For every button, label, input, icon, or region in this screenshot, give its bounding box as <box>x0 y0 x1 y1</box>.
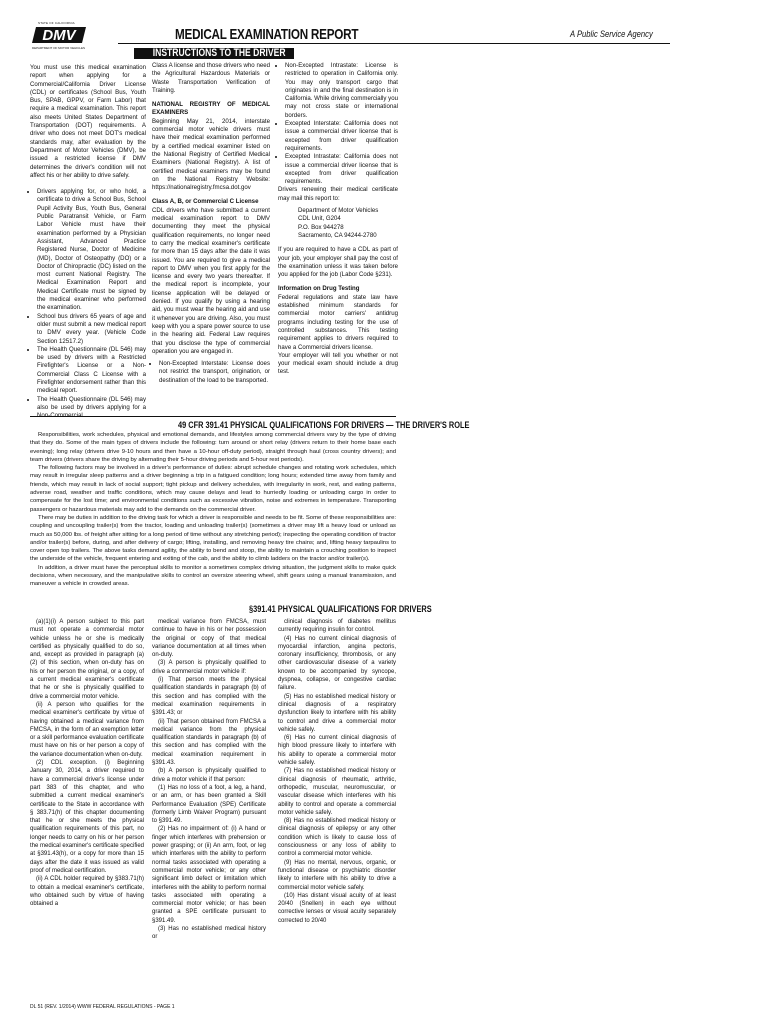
intrastate-bullets <box>278 62 398 186</box>
regulation-column-3 <box>278 618 396 925</box>
drivers-role-body <box>30 431 396 589</box>
instructions-banner: INSTRUCTIONS TO THE DRIVER <box>134 48 294 59</box>
physical-qualifications-heading: §391.41 PHYSICAL QUALIFICATIONS FOR DRIVERS <box>249 604 432 614</box>
dmv-logo <box>32 21 92 53</box>
drug-testing-heading: Information on Drug Testing <box>278 285 360 293</box>
agency-tagline: A Public Service Agency <box>570 29 653 39</box>
address-line: Sacramento, CA 94244-2780 <box>298 231 377 239</box>
exam-cost-text: If you are required to have a CDL as part of your job, your employer shall pay the cost of the examination unless it was taken before you applied for the job (Labor Code §231). <box>278 246 398 279</box>
interstate-bullets <box>152 360 270 385</box>
regulation-paragraph: (6) Has no current clinical diagnosis of high blood pressure likely to interfere with his ability to operate a commercial motor vehicle safely. <box>278 735 396 767</box>
license-class-body: CDL drivers who have submitted a current medical examination report to DMV documenting they meet the physical qualification requirements, no longer need to carry the medical examiner's certificate for more than 15 days after the date it was issued. You are required to give a medical report to DMV when you first apply for the license and every two years thereafter. If the medical report is incomplete, your license application will be delayed or denied. If you qualify by using a hearing aid, you must wear the hearing aid and use it whenever you are driving. Also, you must keep with you a spare power source to use in the hearing aid. Federal Law requires that you disclose the type of commercial operation you are engaged in. <box>152 206 270 355</box>
bullet-item: • The Health Questionnaire (DL 546) may also be used by drivers applying for a Non-Commercial <box>37 396 146 421</box>
regulation-paragraph: (7) Has no established medical history or clinical diagnosis of rheumatic, arthritic, orthopedic, muscular, neuromuscular, or vascular disease which interferes with his ability to control and operate a commercial motor vehicle safely. <box>278 768 396 816</box>
regulation-paragraph: (10) Has distant visual acuity of at least 20/40 (Snellen) in each eye without corrective lenses or visual acuity separately corrected to 20/40 <box>278 892 396 924</box>
svg-text:DMV: DMV <box>42 27 76 44</box>
renewal-text: Drivers renewing their medical certificate may mail this report to: <box>278 186 398 202</box>
instructions-column-1 <box>30 64 146 420</box>
bullet-item: • Non-Excepted Interstate: License does not restrict the transport, origination, or destination of the load to be transported. <box>159 360 270 385</box>
mailing-address <box>278 207 398 240</box>
bullet-item: • School bus drivers 65 years of age and older must submit a new medical report to DMV every year. (Vehicle Code Section 12517.2) <box>37 313 146 346</box>
national-registry-body: Beginning May 21, 2014, interstate commercial motor vehicle drivers must have their medical examination performed by a certified medical examiner listed on the National Registry of Certified Medical Examiners (National Registry). A list of certified medical examiners may be found on the National Registry Website: https://nationalregistry.fmcsa.dot.gov <box>152 117 270 192</box>
header-rule <box>118 43 670 44</box>
regulation-paragraph: (ii) That person obtained from FMCSA a medical variance from the physical qualification standards in paragraph (b) of this section and has complied with the medical examination requirement in §391.43. <box>152 718 266 767</box>
regulation-paragraph: (i) That person meets the physical qualification standards in paragraph (b) of this section and has complied with the medical examination requirements in §391.43; or <box>152 677 266 717</box>
regulation-paragraph: (3) A person is physically qualified to drive a commercial motor vehicle if: <box>152 660 266 675</box>
drug-testing-tail: Your employer will tell you whether or not your medical exam should include a drug test. <box>278 351 398 376</box>
section-rule <box>30 416 396 417</box>
address-line: CDL Unit, G204 <box>298 215 341 223</box>
document-page <box>30 15 760 1015</box>
regulation-paragraph: (a)(1)(i) A person subject to this part must not operate a commercial motor vehicle unless he or she is medically certified as physically qualified to do so, and, except as provided in paragraph (a)(2) of this section, when on-duty has on his or her person the original, or a copy, of a current medical examiner's certificate that he or she is physically qualified to drive a commercial motor vehicle. <box>30 619 144 700</box>
regulation-paragraph: (8) Has no established medical history or clinical diagnosis of epilepsy or any other condition which is likely to cause loss of consciousness or any loss of ability to control a commercial motor vehicle. <box>278 818 396 858</box>
regulation-paragraph: (ii) A person who qualifies for the medical examiner's certificate by virtue of having obtained a medical variance from FMCSA, in the form of an exemption letter or a skill performance evaluation certificate must have on his or her person a copy of the variance documentation when on-duty. <box>30 701 144 758</box>
drug-testing-body: Federal regulations and state law have established minimum standards for commercial motor carriers' antidrug programs including testing for the use of controlled substances. This testing requirement applies to drivers required to have a Commercial drivers license. <box>278 293 398 351</box>
intro-paragraph: You must use this medical examination report when applying for a Commercial/California Driver License (CDL) or certificates (School Bus, Youth Bus, SPAB, GPPV, or Farm Labor) that require a medical examination. This report also meets United States Department of Transportation (DOT) requirements. A driver who does not meet DOT's medical standards may, after evaluation by the Department of Motor Vehicles (DMV), be issued a restricted license if DMV determines the driver's condition will not affect his or her ability to drive safely. <box>30 64 146 179</box>
role-paragraph: In addition, a driver must have the perceptual skills to monitor a sometimes complex driving situation, the judgment skills to make quick decisions, when necessary, and the manipulative skills to control an oversize steering wheel, shift gears using a manual transmission, and maneuver a vehicle in crowded areas. <box>30 564 396 588</box>
instructions-column-2 <box>152 62 270 385</box>
bullet-item: • Excepted Intrastate: California does not issue a commercial driver license that is excepted from driver qualification requirements. <box>285 153 398 186</box>
regulation-column-1 <box>30 618 144 908</box>
license-class-heading: Class A, B, or Commercial C License <box>152 198 259 206</box>
bullet-item: • Drivers applying for, or who hold, a certificate to drive a School Bus, School Pupil Activity Bus, Youth Bus, General Public Paratransit Vehicle, or Farm Labor Vehicle must have their examination performed by a Physician Assistant, Advanced Practice Registered Nurse, Doctor of Medicine (MD), Doctor of Osteopathy (DO) or a Doctor of Chiropractic (DC) listed on the most current National Registry. The Medical Examination Report and Medical Certificate must be signed by the medical examiner who performed the examination. <box>37 188 146 312</box>
regulation-column-2 <box>152 618 266 942</box>
document-title: MEDICAL EXAMINATION REPORT <box>175 26 359 43</box>
role-paragraph: The following factors may be involved in a driver's performance of duties: abrupt schedule changes and rotating work schedules, which may result in irregular sleep patterns and a driver beginning a trip in a fatigued condition; long hours; extended time away from family and friends, which may result in lack of social support; tight pickup and delivery schedules, with irregularity in work, rest, and eating patterns, adverse road, weather and traffic conditions, which may cause delays and lead to hurriedly loading or unloading cargo in order to compensate for the lost time; and environmental conditions such as excessive vibration, noise and extremes in temperature. Transporting passengers or hazardous materials may add to the demands on the commercial driver. <box>30 465 396 513</box>
regulation-paragraph: (1) Has no loss of a foot, a leg, a hand, or an arm, or has been granted a Skill Performance Evaluation (SPE) Certificate (formerly Limb Waiver Program) pursuant to §391.49. <box>152 784 266 825</box>
address-line: P.O. Box 944278 <box>298 223 344 231</box>
continued-text: Class A license and those drivers who need the Agricultural Hazardous Materials or Waste Transportation Verification of Training. <box>152 62 270 94</box>
national-registry-heading: NATIONAL REGISTRY OF MEDICAL EXAMINERS <box>152 101 270 117</box>
regulation-paragraph: (3) Has no established medical history or <box>152 925 266 941</box>
role-paragraph: There may be duties in addition to the driving task for which a driver is responsible and needs to be fit. Some of these responsibilities are: coupling and uncoupling trailer(s) from the tractor, loading and unloading trailer(s) (sometimes a driver may lift a heavy load or unload as much as 50,000 lbs. of freight after sitting for a long period of time without any stretching period); inspecting the operating condition of tractor and/or trailer(s) before, during, and after delivery of cargo; lifting, installing, and removing heavy tire chains; and, lifting heavy tarpaulins to cover open top trailers. The above tasks demand agility, the ability to bend and stoop, the ability to maintain a crouching position to inspect the underside of the vehicle, frequent entering and exiting of the cab, and the ability to climb ladders on the tractor and/or trailer(s). <box>30 514 396 563</box>
bullet-item: • The Health Questionnaire (DL 546) may be used by drivers with a Restricted Firefighter's License or a Non-Commercial Class C License with a Firefighter endorsement rather than this medical report. <box>37 346 146 396</box>
logo-state-text: STATE OF CALIFORNIA <box>38 21 75 25</box>
regulation-paragraph: (9) Has no mental, nervous, organic, or functional disease or psychiatric disorder likely to interfere with his ability to drive a commercial motor vehicle safely. <box>278 859 396 891</box>
instructions-column-3 <box>278 62 398 377</box>
logo-subtitle: DEPARTMENT OF MOTOR VEHICLES <box>32 46 85 50</box>
regulation-paragraph: (5) Has no established medical history or clinical diagnosis of a respiratory dysfunction likely to interfere with his ability to control and drive a commercial motor vehicle safely. <box>278 693 396 733</box>
regulation-paragraph: (4) Has no current clinical diagnosis of myocardial infarction, angina pectoris, coronary insufficiency, thrombosis, or any other cardiovascular disease of a variety known to be accompanied by syncope, dyspnea, collapse, or congestive cardiac failure. <box>278 635 396 692</box>
address-line: Department of Motor Vehicles <box>298 207 379 215</box>
drivers-role-heading: 49 CFR 391.41 PHYSICAL QUALIFICATIONS FOR DRIVERS — THE DRIVER'S ROLE <box>178 420 470 430</box>
regulation-paragraph: medical variance from FMCSA, must continue to have in his or her possession the original or copy of that medical variance documentation at all times when on-duty. <box>152 619 266 659</box>
dmv-logo-mark <box>32 25 90 45</box>
regulation-paragraph: (2) CDL exception. (i) Beginning January 30, 2014, a driver required to have a commercial driver's license under part 383 of this chapter, and who submitted a current medical examiner's certificate to the State in accordance with § 383.71(h) of this chapter documenting that he or she meets the physical qualification requirements of this part, no longer needs to carry on his or her person the medical examiner's certificate specified at §391.43(h), or a copy for more than 15 days after the date it was issued as valid proof of medical certification. <box>30 760 144 874</box>
driver-bullets <box>30 188 146 420</box>
bullet-item: • Excepted Interstate: California does not issue a commercial driver license that is excepted from driver qualification requirements. <box>285 120 398 153</box>
regulation-paragraph: clinical diagnosis of diabetes mellitus currently requiring insulin for control. <box>278 619 396 634</box>
form-footer: DL 51 (REV. 1/2014) WWW FEDERAL REGULATIONS - PAGE 1 <box>30 1004 175 1010</box>
regulation-paragraph: (2) Has no impairment of: (i) A hand or finger which interferes with prehension or power grasping; or (ii) An arm, foot, or leg which interferes with the ability to perform normal tasks associated with operating a commercial motor vehicle; or any other significant limb defect or limitation which interferes with the ability to perform normal tasks associated with operating a commercial motor vehicle; or has been granted a SPE certificate pursuant to §391.49. <box>152 826 266 924</box>
bullet-item: • Non-Excepted Intrastate: License is restricted to operation in California only. You may only transport cargo that originates in and the final destination is in California. While driving commercially you may not cross state or international borders. <box>285 62 398 120</box>
regulation-paragraph: (ii) A CDL holder required by §383.71(h) to obtain a medical examiner's certificate, who obtained such by virtue of having obtained a <box>30 876 144 908</box>
regulation-paragraph: (b) A person is physically qualified to drive a motor vehicle if that person: <box>152 768 266 783</box>
role-paragraph: Responsibilities, work schedules, physical and emotional demands, and lifestyles among commercial drivers vary by the type of driving that they do. Some of the main types of drivers include the following: turn around or short relay (drivers return to their home base each evening); long relay (drivers drive 9-10 hours and then have a 10-hour off-duty period), straight through haul (cross country drivers); and team drivers (drivers share the driving by alternating their 5-hour driving periods and 5-hour rest periods). <box>30 432 396 463</box>
